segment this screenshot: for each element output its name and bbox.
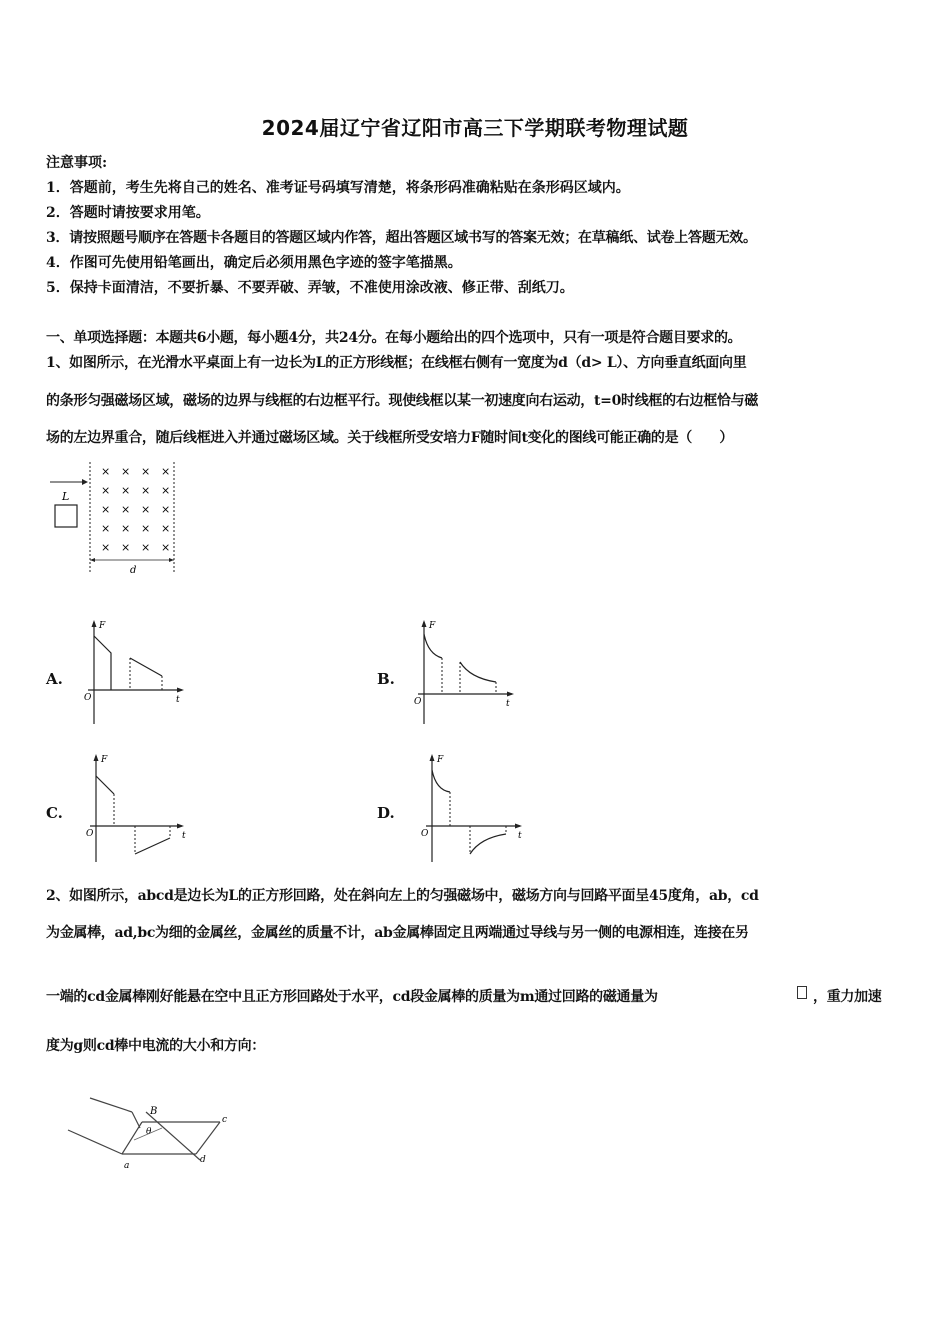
origin-label: O xyxy=(421,829,429,839)
question-2-line: ，重力加速 xyxy=(813,989,882,1005)
rod-cd xyxy=(196,1122,220,1154)
field-cross-mark: × xyxy=(121,484,131,497)
field-cross-mark: × xyxy=(141,465,151,478)
axis-f-label: F xyxy=(437,755,444,765)
field-cross-mark: × xyxy=(141,541,151,554)
question-1-figure xyxy=(46,460,186,580)
field-cross-mark: × xyxy=(121,503,131,516)
question-2-line: 一端的cd金属棒刚好能悬在空中且正方形回路处于水平，cd段金属棒的质量为m通过回路的磁通量为 xyxy=(46,989,658,1005)
field-cross-mark: × xyxy=(121,522,131,535)
page-title: 2024届辽宁省辽阳市高三下学期联考物理试题 xyxy=(261,116,689,140)
field-cross-mark: × xyxy=(161,522,171,535)
field-line xyxy=(146,1112,200,1160)
axis-f-label: F xyxy=(99,621,106,631)
lead-wire xyxy=(68,1130,122,1154)
label-a: a xyxy=(124,1161,130,1171)
field-cross-mark: × xyxy=(141,522,151,535)
question-1-line: 场的左边界重合，随后线框进入并通过磁场区域。关于线框所受安培力F随时间t变化的图线可能正确的是（ ） xyxy=(46,430,734,446)
magnetic-field-marks xyxy=(101,465,170,554)
option-b-label[interactable]: B. xyxy=(377,670,395,688)
option-c-graph[interactable] xyxy=(80,752,190,864)
field-cross-mark: × xyxy=(101,541,111,554)
axis-f-label: F xyxy=(429,621,436,631)
axis-t-label: t xyxy=(182,831,186,841)
field-cross-mark: × xyxy=(101,522,111,535)
question-1-line: 1、如图所示，在光滑水平桌面上有一边长为L的正方形线框；在线框右侧有一宽度为d（d> L）、方向垂直纸面向里 xyxy=(46,355,747,371)
label-c: c xyxy=(222,1115,228,1125)
option-a-label[interactable]: A. xyxy=(46,670,63,688)
origin-label: O xyxy=(414,697,422,707)
field-cross-mark: × xyxy=(141,484,151,497)
notice-item: 1．答题前，考生先将自己的姓名、准考证号码填写清楚，将条形码准确粘贴在条形码区域内。 xyxy=(46,180,630,196)
field-cross-mark: × xyxy=(161,503,171,516)
option-a-graph[interactable] xyxy=(80,618,190,726)
field-cross-mark: × xyxy=(161,484,171,497)
notice-heading: 注意事项: xyxy=(46,155,108,171)
lead-wire xyxy=(90,1098,132,1112)
notice-item: 2．答题时请按要求用笔。 xyxy=(46,205,210,221)
question-2-line: 2、如图所示，abcd是边长为L的正方形回路，处在斜向左上的匀强磁场中，磁场方向与回路平面呈45度角，ab，cd xyxy=(46,888,759,904)
notice-item: 3．请按照题号顺序在答题卡各题目的答题区域内作答，超出答题区域书写的答案无效；在草稿纸、试卷上答题无效。 xyxy=(46,230,757,246)
option-c-label[interactable]: C. xyxy=(46,804,63,822)
flux-symbol-placeholder xyxy=(797,986,807,999)
field-cross-mark: × xyxy=(161,465,171,478)
field-cross-mark: × xyxy=(101,503,111,516)
label-L: L xyxy=(62,490,70,503)
label-d: d xyxy=(200,1155,206,1165)
option-d-graph[interactable] xyxy=(414,752,529,864)
axis-t-label: t xyxy=(176,695,180,705)
option-d-label[interactable]: D. xyxy=(377,804,395,822)
label-B: B xyxy=(150,1106,158,1117)
notice-item: 5．保持卡面清洁，不要折暴、不要弄破、弄皱，不准使用涂改液、修正带、刮纸刀。 xyxy=(46,280,574,296)
origin-label: O xyxy=(84,693,92,703)
field-cross-mark: × xyxy=(121,541,131,554)
question-2-figure xyxy=(62,1088,242,1204)
section-heading: 一、单项选择题：本题共6小题，每小题4分，共24分。在每小题给出的四个选项中，只有一项是符合题目要求的。 xyxy=(46,330,742,346)
field-cross-mark: × xyxy=(121,465,131,478)
question-2-line: 度为g则cd棒中电流的大小和方向： xyxy=(46,1038,266,1054)
origin-label: O xyxy=(86,829,94,839)
label-theta: θ xyxy=(146,1127,152,1137)
field-cross-mark: × xyxy=(161,541,171,554)
axis-t-label: t xyxy=(518,831,522,841)
field-cross-mark: × xyxy=(101,465,111,478)
option-b-graph[interactable] xyxy=(410,618,520,726)
field-cross-mark: × xyxy=(101,484,111,497)
axis-t-label: t xyxy=(506,699,510,709)
question-2-line: 为金属棒，ad,bc为细的金属丝，金属丝的质量不计，ab金属棒固定且两端通过导线与另一侧的电源相连，连接在另 xyxy=(46,925,749,941)
question-1-line: 的条形匀强磁场区域，磁场的边界与线框的右边框平行。现使线框以某一初速度向右运动，t=0时线框的右边框恰与磁 xyxy=(46,393,759,409)
label-d: d xyxy=(130,565,137,576)
square-loop xyxy=(55,505,77,527)
notice-item: 4．作图可先使用铅笔画出，确定后必须用黑色字迹的签字笔描黑。 xyxy=(46,255,462,271)
velocity-arrowhead xyxy=(82,479,88,485)
field-cross-mark: × xyxy=(141,503,151,516)
axis-f-label: F xyxy=(101,755,108,765)
